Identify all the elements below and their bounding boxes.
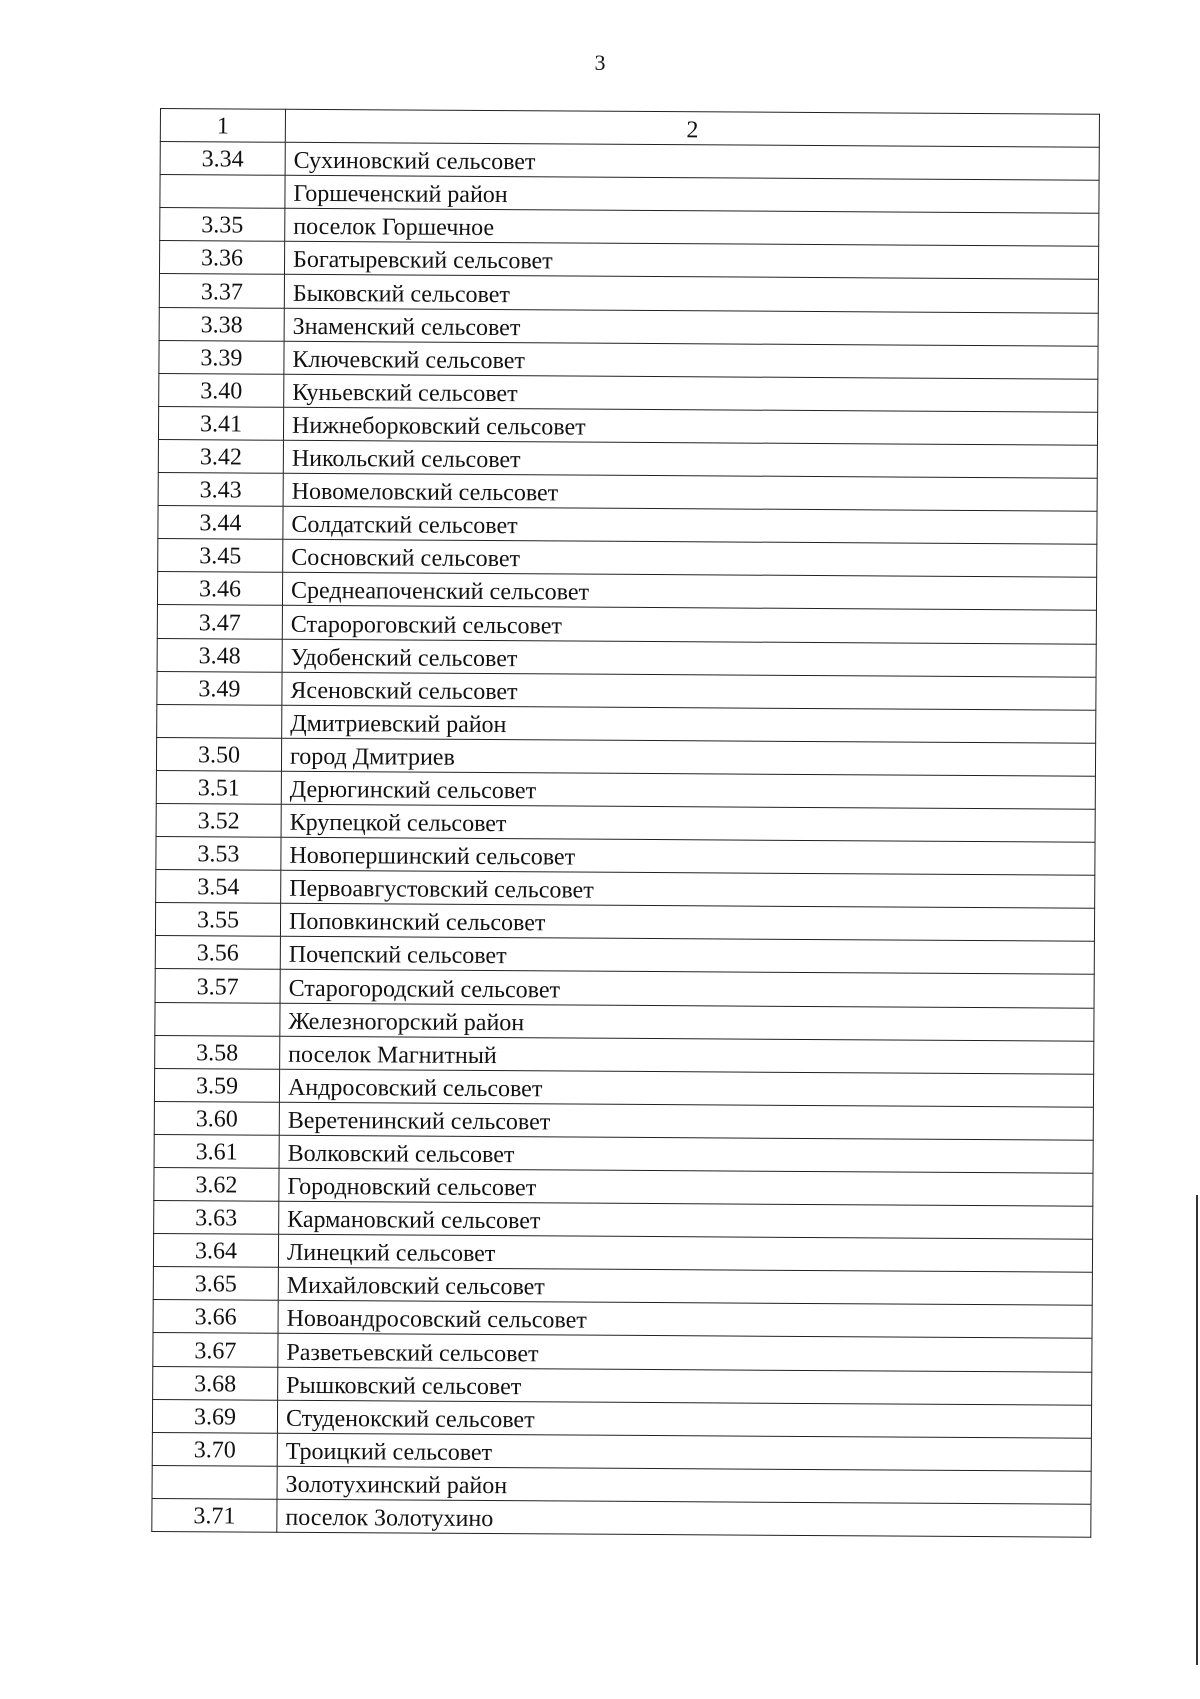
table-body	[152, 109, 1100, 1538]
table-row	[160, 142, 1099, 181]
row-number-cell: 3.63	[154, 1201, 279, 1235]
row-name-cell: Рышковский сельсовет	[278, 1367, 1092, 1405]
row-number-cell: 3.43	[158, 473, 283, 507]
row-number-cell: 3.54	[156, 870, 281, 904]
table-row	[152, 1432, 1091, 1471]
row-name-cell: поселок Золотухино	[277, 1499, 1091, 1537]
row-number-cell: 3.37	[159, 274, 284, 308]
row-number-cell	[152, 1465, 277, 1499]
row-name-cell: поселок Магнитный	[280, 1036, 1094, 1074]
table-row	[155, 969, 1094, 1008]
row-number-cell: 3.35	[160, 208, 285, 242]
table-row	[159, 307, 1098, 346]
row-name-cell: Троицкий сельсовет	[277, 1433, 1091, 1471]
row-number-cell: 3.70	[152, 1432, 277, 1466]
row-number-cell	[160, 175, 285, 209]
row-name-cell: Никольский сельсовет	[283, 440, 1097, 478]
table-row	[160, 175, 1099, 214]
table-row	[155, 1035, 1094, 1074]
row-number-cell	[155, 1002, 280, 1036]
row-name-cell: Михайловский сельсовет	[278, 1268, 1092, 1306]
column-header-1: 1	[160, 109, 285, 143]
row-number-cell: 3.58	[155, 1035, 280, 1069]
table-row	[156, 837, 1095, 876]
row-name-cell: Городновский сельсовет	[279, 1168, 1093, 1206]
table-row	[158, 473, 1097, 512]
row-number-cell	[157, 704, 282, 738]
table-row	[160, 208, 1099, 247]
row-name-cell: Куньевский сельсовет	[284, 374, 1098, 412]
table-row	[156, 770, 1095, 809]
row-number-cell: 3.71	[152, 1498, 277, 1532]
table-row	[157, 704, 1096, 743]
row-name-cell: Нижнеборковский сельсовет	[283, 407, 1097, 445]
table-row	[155, 903, 1094, 942]
row-number-cell: 3.69	[152, 1399, 277, 1433]
row-number-cell: 3.59	[154, 1068, 279, 1102]
table-row	[157, 671, 1096, 710]
row-number-cell: 3.49	[157, 671, 282, 705]
column-header-2: 2	[285, 109, 1099, 147]
row-name-cell: Линецкий сельсовет	[278, 1234, 1092, 1272]
table-row	[159, 340, 1098, 379]
table-row	[157, 572, 1096, 611]
row-name-cell: Студенокский сельсовет	[277, 1400, 1091, 1438]
row-name-cell: Удобенский сельсовет	[282, 639, 1096, 677]
row-name-cell: Разветьевский сельсовет	[278, 1334, 1092, 1372]
table-row	[153, 1333, 1092, 1372]
row-name-cell: Ключевский сельсовет	[284, 341, 1098, 379]
table-row	[152, 1465, 1091, 1504]
table-row	[154, 1167, 1093, 1206]
row-number-cell: 3.47	[157, 605, 282, 639]
table-row	[158, 439, 1097, 478]
row-number-cell: 3.56	[155, 936, 280, 970]
row-name-cell: Сухиновский сельсовет	[285, 142, 1099, 180]
table-row	[159, 373, 1098, 412]
table-row	[155, 1002, 1094, 1041]
table-row	[152, 1399, 1091, 1438]
table-row	[158, 406, 1097, 445]
row-number-cell: 3.46	[157, 572, 282, 606]
row-number-cell: 3.41	[158, 406, 283, 440]
row-name-cell: Новоандросовский сельсовет	[278, 1301, 1092, 1339]
row-number-cell: 3.50	[156, 737, 281, 771]
table-row	[154, 1101, 1093, 1140]
row-number-cell: 3.61	[154, 1134, 279, 1168]
scan-edge-line	[1196, 1195, 1198, 1665]
row-number-cell: 3.44	[158, 506, 283, 540]
table-row	[156, 803, 1095, 842]
row-name-cell: поселок Горшечное	[285, 209, 1099, 247]
table-row	[158, 539, 1097, 578]
row-number-cell: 3.39	[159, 340, 284, 374]
table-row	[153, 1366, 1092, 1405]
row-name-cell: Андросовский сельсовет	[279, 1069, 1093, 1107]
row-name-cell: Ясеновский сельсовет	[282, 672, 1096, 710]
table-row	[154, 1134, 1093, 1173]
table-row	[159, 274, 1098, 313]
table-row	[156, 870, 1095, 909]
row-name-cell: Золотухинский район	[277, 1466, 1091, 1504]
table-row	[157, 638, 1096, 677]
page-number: 3	[594, 50, 606, 75]
municipality-table	[151, 108, 1100, 1538]
row-number-cell: 3.67	[153, 1333, 278, 1367]
row-name-cell: Первоавгустовский сельсовет	[281, 870, 1095, 908]
row-name-cell: город Дмитриев	[281, 738, 1095, 776]
row-number-cell: 3.64	[153, 1234, 278, 1268]
row-name-cell: Поповкинский сельсовет	[280, 904, 1094, 942]
table-row	[152, 1498, 1091, 1537]
row-name-cell: Старороговский сельсовет	[282, 606, 1096, 644]
row-number-cell: 3.48	[157, 638, 282, 672]
row-name-cell: Дмитриевский район	[282, 705, 1096, 743]
row-name-cell: Почепский сельсовет	[280, 937, 1094, 975]
row-name-cell: Веретенинский сельсовет	[279, 1102, 1093, 1140]
row-number-cell: 3.53	[156, 837, 281, 871]
row-name-cell: Богатыревский сельсовет	[284, 242, 1098, 280]
row-number-cell: 3.40	[159, 373, 284, 407]
row-number-cell: 3.42	[158, 439, 283, 473]
row-number-cell: 3.68	[153, 1366, 278, 1400]
row-number-cell: 3.45	[158, 539, 283, 573]
row-number-cell: 3.60	[154, 1101, 279, 1135]
row-name-cell: Сосновский сельсовет	[283, 539, 1097, 577]
row-name-cell: Новомеловский сельсовет	[283, 473, 1097, 511]
table-row	[157, 605, 1096, 644]
table-row	[154, 1201, 1093, 1240]
row-number-cell: 3.34	[160, 142, 285, 176]
row-number-cell: 3.57	[155, 969, 280, 1003]
row-name-cell: Знаменский сельсовет	[284, 308, 1098, 346]
table-row	[155, 936, 1094, 975]
row-number-cell: 3.38	[159, 307, 284, 341]
row-name-cell: Солдатский сельсовет	[283, 506, 1097, 544]
table-row	[153, 1267, 1092, 1306]
table-row	[159, 241, 1098, 280]
table-row	[156, 737, 1095, 776]
row-number-cell: 3.36	[159, 241, 284, 275]
row-number-cell: 3.52	[156, 803, 281, 837]
row-name-cell: Волковский сельсовет	[279, 1135, 1093, 1173]
row-number-cell: 3.65	[153, 1267, 278, 1301]
table-row	[154, 1068, 1093, 1107]
row-name-cell: Крупецкой сельсовет	[281, 804, 1095, 842]
table-row	[158, 506, 1097, 545]
row-number-cell: 3.55	[155, 903, 280, 937]
row-number-cell: 3.66	[153, 1300, 278, 1334]
row-number-cell: 3.62	[154, 1167, 279, 1201]
row-name-cell: Кармановский сельсовет	[279, 1201, 1093, 1239]
row-name-cell: Дерюгинский сельсовет	[281, 771, 1095, 809]
table-row	[153, 1234, 1092, 1273]
row-number-cell: 3.51	[156, 770, 281, 804]
row-name-cell: Старогородский сельсовет	[280, 970, 1094, 1008]
table-row	[153, 1300, 1092, 1339]
row-name-cell: Новопершинский сельсовет	[281, 837, 1095, 875]
row-name-cell: Железногорский район	[280, 1003, 1094, 1041]
row-name-cell: Быковский сельсовет	[284, 275, 1098, 313]
row-name-cell: Горшеченский район	[285, 175, 1099, 213]
row-name-cell: Среднеапоченский сельсовет	[282, 573, 1096, 611]
